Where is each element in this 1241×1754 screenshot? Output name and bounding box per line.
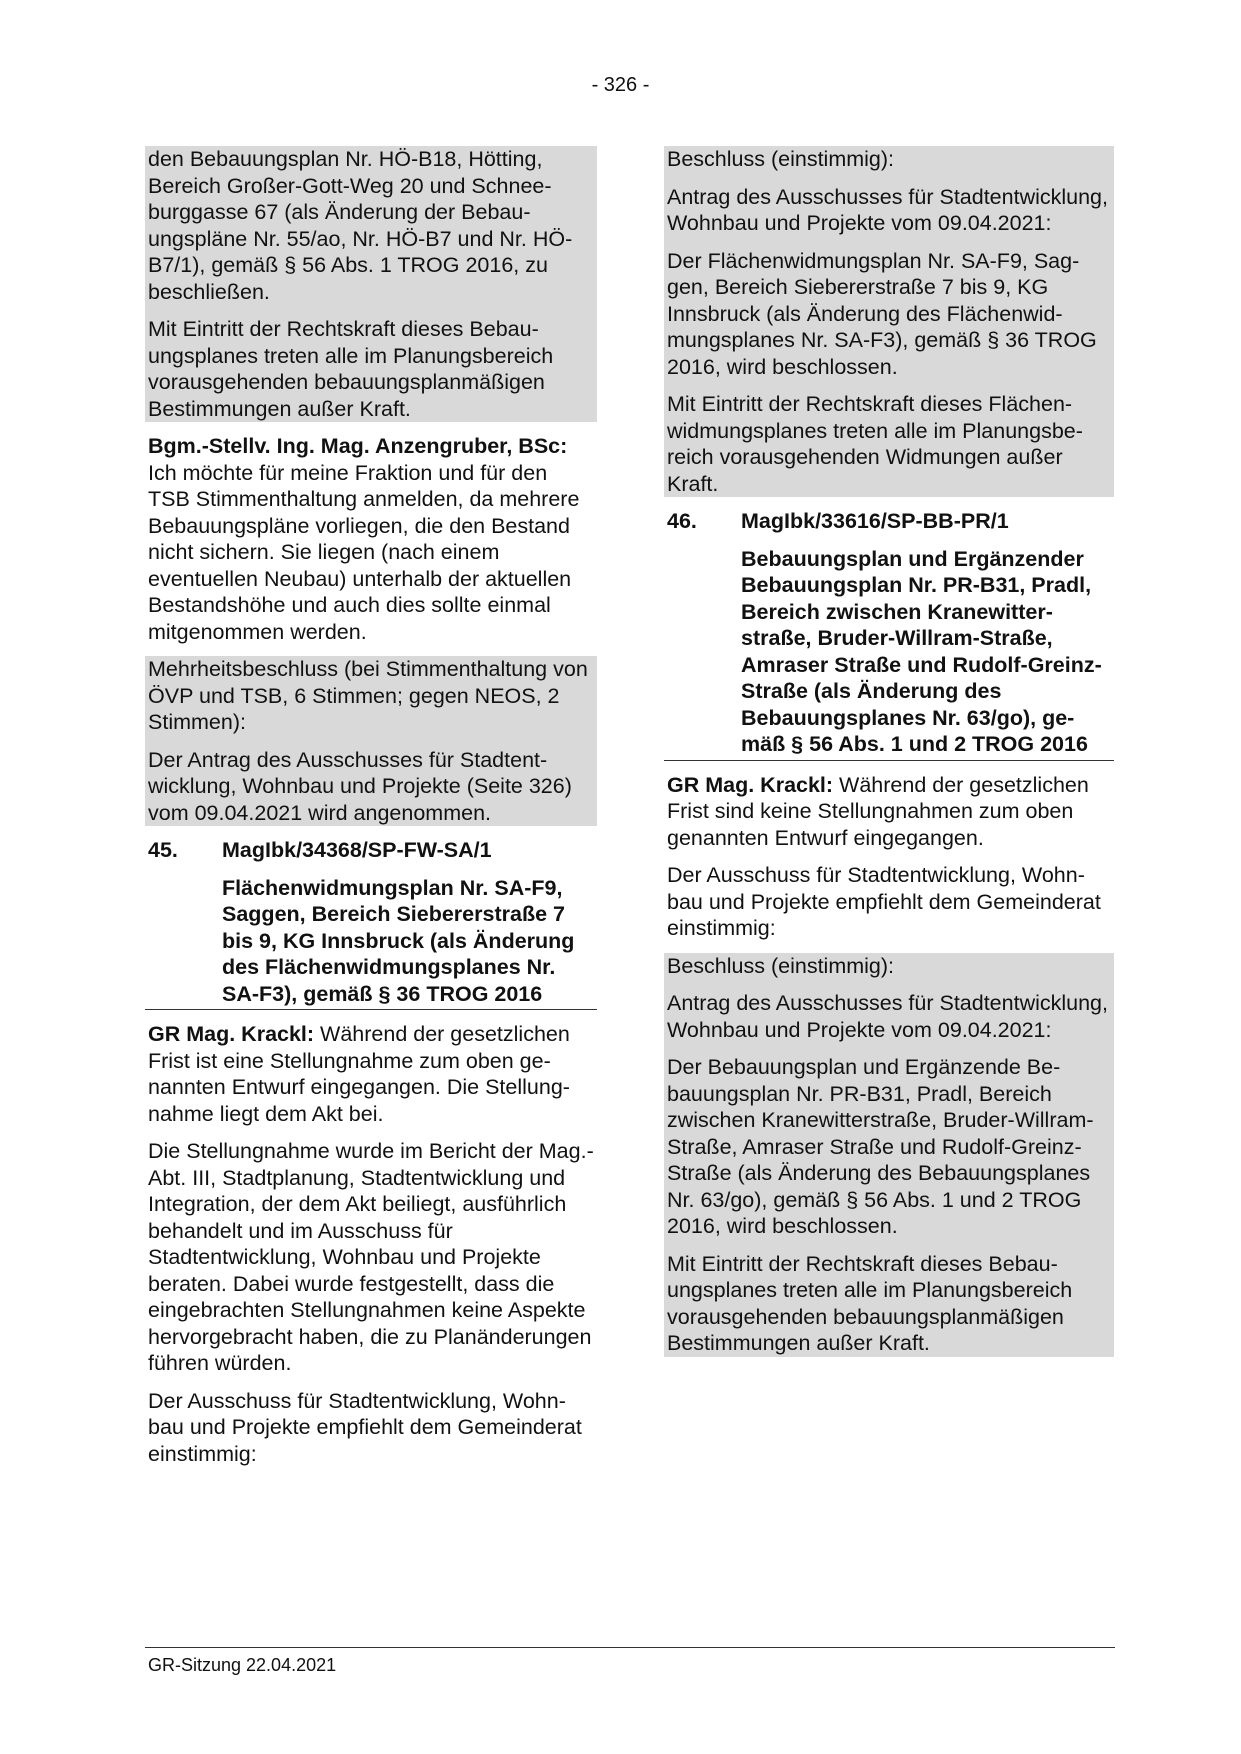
agenda-item-46 [664, 508, 1114, 761]
paragraph: Der Ausschuss für Stadtentwicklung, Wohnbau und Projekte empfiehlt dem Gemeinderat einstimmig: [148, 1388, 582, 1466]
paragraph: Antrag des Ausschusses für Stadtentwicklung, Wohnbau und Projekte vom 09.04.2021: [667, 184, 1108, 235]
speaker-name: GR Mag. Krackl: [667, 772, 834, 797]
resolution-block [145, 656, 597, 826]
paragraph: Mit Eintritt der Rechtskraft dieses Flächenwidmungsplanes treten alle im Planungsbereich vorausgehenden Widmungen außer Kraft. [667, 392, 1083, 496]
item-code: MagIbk/33616/SP-BB-PR/1 [741, 509, 1009, 533]
resolution-block [664, 146, 1114, 497]
paragraph: Der Ausschuss für Stadtentwicklung, Wohnbau und Projekte empfiehlt dem Gemeinderat einstimmig: [667, 863, 1101, 940]
speaker-name: Bgm.-Stellv. Ing. Mag. Anzengruber, BSc: [148, 434, 568, 458]
item-number: 45. [148, 838, 178, 862]
item-number: 46. [667, 509, 697, 533]
item-title: Flächenwidmungsplan Nr. SA-F9, Saggen, Bereich Siebererstraße 7 bis 9, KG Innsbruck (als Änderung des Flächenwidmungsplanes Nr. SA-F3), gemäß § 36 TROG 2016 [222, 875, 575, 1006]
paragraph: Der Flächenwidmungsplan Nr. SA-F9, Saggen, Bereich Siebererstraße 7 bis 9, KG Innsbruck (als Änderung des Flächenwidmungsplanes Nr. SA-F3), gemäß § 36 TROG 2016, wird beschlossen. [667, 248, 1097, 379]
paragraph: Der Bebauungsplan und Ergänzende Bebauungsplan Nr. PR-B31, Pradl, Bereich zwischen Kranewitterstraße, Bruder-Willram-Straße, Amraser Straße und Rudolf-Greinz-Straße (als Änderung des Bebauungsplanes Nr. 63/go), gemäß § 56 Abs. 1 und 2 TROG 2016, wird beschlossen. [667, 1055, 1094, 1238]
speaker-text: Während der gesetzlichen Frist sind keine Stellungnahmen zum oben genannten Entwurf eingegangen. [667, 772, 1089, 850]
agenda-item-45 [145, 837, 597, 1010]
paragraph: Die Stellungnahme wurde im Bericht der Mag.-Abt. III, Stadtplanung, Stadtentwicklung und Integration, der dem Akt beiliegt, ausführlich behandelt und im Ausschuss für Stadtentwicklung, Wohnbau und Projekte beraten. Dabei wurde festgestellt, dass die eingebrachten Stellungnahmen keine Aspekte hervorgebracht haben, die zu Planänderungen führen würden. [148, 1139, 594, 1375]
speaker-statement [145, 433, 597, 645]
footer-text: GR-Sitzung 22.04.2021 [148, 1655, 337, 1675]
page-number: - 326 - [591, 74, 650, 96]
resolution-block [145, 146, 597, 422]
speaker-text: Während der gesetzlichen Frist ist eine Stellungnahme zum oben genannten Entwurf eingegangen. Die Stellungnahme liegt dem Akt bei. [148, 1022, 570, 1126]
paragraph: Mehrheitsbeschluss (bei Stimmenthaltung von ÖVP und TSB, 6 Stimmen; gegen NEOS, 2 Stimmen): [148, 657, 588, 734]
speaker-statement [145, 1021, 597, 1127]
paragraph: Beschluss (einstimmig): [667, 953, 894, 978]
paragraph: Mit Eintritt der Rechtskraft dieses Bebauungsplanes treten alle im Planungsbereich vorausgehenden bebauungsplanmäßigen Bestimmungen außer Kraft. [148, 317, 554, 421]
resolution-block [664, 953, 1114, 1357]
right-column [664, 146, 1114, 1357]
paragraph: Beschluss (einstimmig): [667, 147, 894, 171]
footer-divider [145, 1647, 1115, 1648]
item-code: MagIbk/34368/SP-FW-SA/1 [222, 838, 492, 862]
paragraph: Antrag des Ausschusses für Stadtentwicklung, Wohnbau und Projekte vom 09.04.2021: [667, 991, 1108, 1042]
speaker-text: Ich möchte für meine Fraktion und für den TSB Stimmenthaltung anmelden, da mehrere Bebauungspläne vorliegen, die den Bestand nicht sichern. Sie liegen (nach einem eventuellen Neubau) unterhalb der aktuellen Bestandshöhe und auch dies sollte einmal mitgenommen werden. [148, 460, 580, 644]
paragraph: Mit Eintritt der Rechtskraft dieses Bebauungsplanes treten alle im Planungsbereich vorausgehenden bebauungsplanmäßigen Bestimmungen außer Kraft. [667, 1251, 1073, 1355]
paragraph: Der Antrag des Ausschusses für Stadtentwicklung, Wohnbau und Projekte (Seite 326) vom 09.04.2021 wird angenommen. [148, 747, 572, 825]
left-column [145, 146, 597, 1478]
speaker-name: GR Mag. Krackl: [148, 1022, 315, 1046]
item-title: Bebauungsplan und Ergänzender Bebauungsplan Nr. PR-B31, Pradl, Bereich zwischen Kranewitterstraße, Bruder-Willram-Straße, Amraser Straße und Rudolf-Greinz-Straße (als Änderung des Bebauungsplanes Nr. 63/go), gemäß § 56 Abs. 1 und 2 TROG 2016 [741, 546, 1102, 756]
speaker-statement [664, 772, 1114, 852]
paragraph: den Bebauungsplan Nr. HÖ-B18, Hötting, Bereich Großer-Gott-Weg 20 und Schneeburggasse 67 (als Änderung der Bebauungspläne Nr. 55/ao, Nr. HÖ-B7 und Nr. HÖ-B7/1), gemäß § 56 Abs. 1 TROG 2016, zu beschließen. [148, 147, 573, 304]
